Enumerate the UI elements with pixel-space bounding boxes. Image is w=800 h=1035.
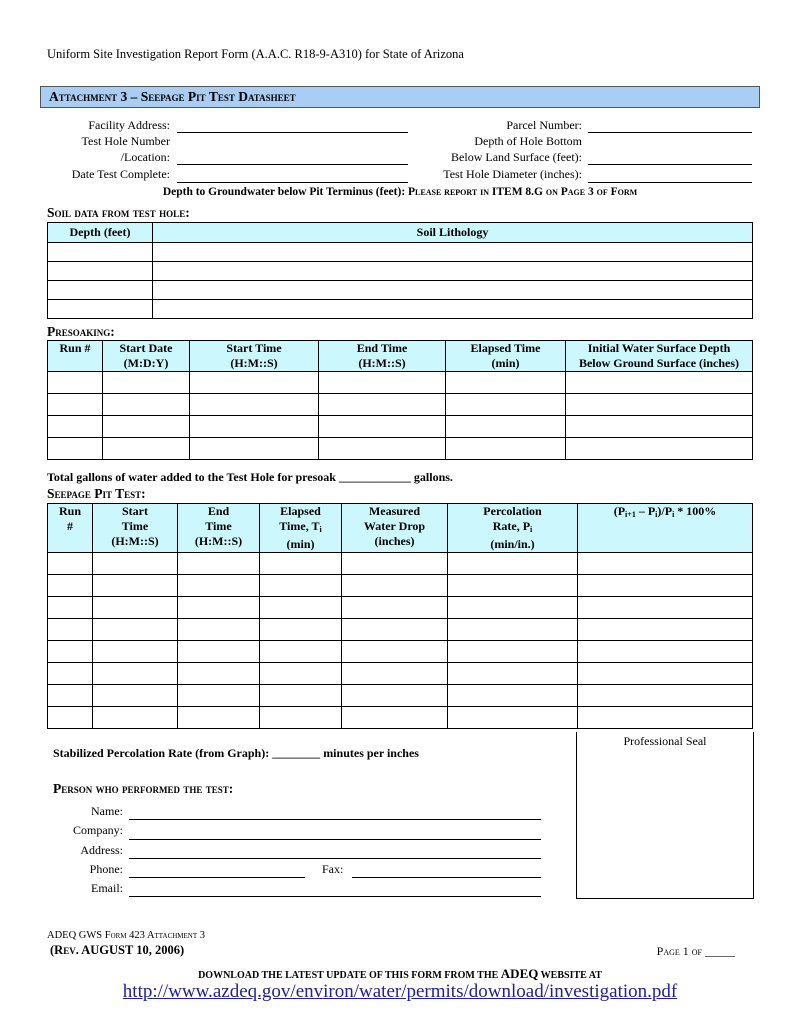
table-cell[interactable]: [566, 438, 753, 460]
presoak-column-header: [446, 341, 566, 372]
soil-header-row: [48, 223, 753, 243]
table-cell[interactable]: [260, 597, 342, 619]
address-field[interactable]: [129, 858, 541, 859]
presoak-gallons: Total gallons of water added to the Test Hole for presoak ____________ gallons.: [47, 470, 453, 484]
percent-change-header: [578, 504, 752, 522]
table-cell[interactable]: [319, 394, 446, 416]
header-line: [260, 504, 341, 519]
groundwater-note-text: Please report in: [408, 186, 492, 198]
table-row: [48, 575, 753, 597]
header-part: i+1: [625, 510, 636, 519]
header-text: Measured: [368, 504, 421, 518]
seepage-column-header: [260, 504, 342, 553]
table-cell[interactable]: [342, 707, 448, 729]
form-id: ADEQ GWS Form 423 Attachment 3: [47, 930, 206, 941]
download-note: [0, 966, 800, 982]
table-cell[interactable]: [48, 300, 153, 319]
page-number: Page 1 of _____: [656, 944, 735, 958]
revision-date: (Rev. AUGUST 10, 2006): [50, 943, 185, 957]
table-row: [48, 372, 753, 394]
table-cell[interactable]: [103, 416, 190, 438]
presoak-column-header: [566, 341, 753, 372]
facility-address-field[interactable]: [177, 132, 408, 133]
table-row: [48, 619, 753, 641]
table-cell[interactable]: [448, 597, 578, 619]
header-part: – P: [635, 504, 656, 518]
header-line: End Time: [356, 341, 408, 355]
table-cell[interactable]: [178, 575, 260, 597]
seepage-header-row: [48, 504, 753, 553]
table-cell[interactable]: [48, 575, 93, 597]
header-line: [448, 504, 577, 519]
table-cell[interactable]: [448, 663, 578, 685]
header-text: (min): [286, 537, 315, 551]
table-row: [48, 394, 753, 416]
table-cell[interactable]: [448, 553, 578, 575]
soil-table: [47, 222, 753, 319]
table-cell[interactable]: [178, 685, 260, 707]
seepage-column-header: [448, 504, 578, 553]
form-header: Uniform Site Investigation Report Form (A.A.C. R18-9-A310) for State of Arizona: [47, 47, 464, 61]
table-cell[interactable]: [93, 597, 178, 619]
table-cell[interactable]: [93, 575, 178, 597]
table-cell[interactable]: [260, 619, 342, 641]
table-cell[interactable]: [319, 416, 446, 438]
email-label: Email:: [91, 881, 123, 895]
header-line: Elapsed Time: [470, 341, 541, 355]
table-row: [48, 262, 753, 281]
header-part: i: [672, 510, 675, 519]
table-cell[interactable]: [178, 663, 260, 685]
table-cell[interactable]: [566, 394, 753, 416]
table-cell[interactable]: [578, 553, 753, 575]
table-row: [48, 553, 753, 575]
table-cell[interactable]: [260, 641, 342, 663]
table-cell[interactable]: [48, 243, 153, 262]
table-cell[interactable]: [48, 685, 93, 707]
header-text: #: [67, 519, 73, 533]
header-line: (H:M::S): [230, 356, 278, 370]
header-line: [93, 534, 177, 549]
table-cell[interactable]: [578, 619, 753, 641]
table-cell[interactable]: [319, 438, 446, 460]
subscript: i: [319, 525, 322, 534]
groundwater-note: [0, 186, 800, 198]
parcel-number-field[interactable]: [588, 132, 752, 133]
table-cell[interactable]: [48, 619, 93, 641]
depth-hole-label: Depth of Hole Bottom: [474, 134, 582, 148]
table-row: [48, 281, 753, 300]
table-cell[interactable]: [93, 553, 178, 575]
table-cell[interactable]: [578, 685, 753, 707]
header-line: Start Date: [119, 341, 173, 355]
title-bar: [40, 86, 760, 108]
table-row: [48, 641, 753, 663]
header-part: i: [655, 510, 658, 519]
table-cell[interactable]: [578, 575, 753, 597]
table-cell[interactable]: [342, 663, 448, 685]
table-cell[interactable]: [260, 575, 342, 597]
company-label: Company:: [73, 823, 123, 837]
header-line: [48, 519, 92, 534]
email-field[interactable]: [129, 896, 541, 897]
table-cell[interactable]: [190, 394, 319, 416]
header-text: Water Drop: [363, 519, 426, 533]
test-hole-label-2: /Location:: [120, 150, 170, 164]
header-text: Start: [122, 504, 148, 518]
table-cell[interactable]: [319, 372, 446, 394]
table-cell[interactable]: [448, 619, 578, 641]
header-part: (P: [613, 504, 626, 518]
table-cell[interactable]: [103, 372, 190, 394]
fax-field[interactable]: [352, 877, 541, 878]
header-line: (M:D:Y): [123, 356, 169, 370]
table-row: [48, 300, 753, 319]
subscript: i: [530, 525, 533, 534]
page-title: Attachment 3 – Seepage Pit Test Datasheet: [49, 89, 296, 104]
table-cell[interactable]: [93, 663, 178, 685]
groundwater-label: Depth to Groundwater below Pit Terminus (feet):: [162, 186, 409, 198]
header-line: [260, 519, 341, 537]
header-line: (min): [491, 356, 520, 370]
seepage-column-header: [578, 504, 753, 553]
table-cell[interactable]: [48, 663, 93, 685]
header-line: Start Time: [226, 341, 282, 355]
table-cell[interactable]: [260, 707, 342, 729]
table-cell[interactable]: [48, 438, 103, 460]
header-text: (min/in.): [490, 537, 535, 551]
table-cell[interactable]: [190, 416, 319, 438]
table-row: [48, 597, 753, 619]
seepage-column-header: [178, 504, 260, 553]
table-cell[interactable]: [153, 300, 753, 319]
table-cell[interactable]: [93, 641, 178, 663]
table-cell[interactable]: [578, 663, 753, 685]
download-link[interactable]: http://www.azdeq.gov/environ/water/permits/download/investigation.pdf: [122, 981, 678, 1002]
table-cell[interactable]: [153, 243, 753, 262]
header-text: Time: [205, 519, 232, 533]
address-label: Address:: [80, 843, 123, 857]
table-cell[interactable]: [342, 597, 448, 619]
header-line: [448, 519, 577, 537]
seepage-column-header: [342, 504, 448, 553]
header-text: Elapsed: [280, 504, 321, 518]
table-cell[interactable]: [93, 707, 178, 729]
professional-seal-box[interactable]: [576, 732, 754, 899]
depth-hole-label-2: Below Land Surface (feet):: [451, 150, 582, 164]
header-line: [178, 519, 259, 534]
table-cell[interactable]: [342, 553, 448, 575]
table-cell[interactable]: [190, 438, 319, 460]
presoak-table: [47, 340, 753, 460]
table-cell[interactable]: [48, 416, 103, 438]
name-label: Name:: [91, 804, 123, 818]
seal-label: Professional Seal: [623, 734, 707, 748]
date-test-label: Date Test Complete:: [71, 167, 170, 181]
header-line: [260, 537, 341, 552]
header-line: [342, 534, 447, 549]
test-hole-field[interactable]: [177, 164, 408, 165]
table-cell[interactable]: [446, 372, 566, 394]
table-cell[interactable]: [342, 575, 448, 597]
table-cell[interactable]: [48, 262, 153, 281]
header-text: (H:M::S): [194, 534, 243, 548]
table-cell[interactable]: [103, 394, 190, 416]
header-line: [448, 537, 577, 552]
table-cell[interactable]: [178, 641, 260, 663]
table-cell[interactable]: [448, 575, 578, 597]
name-field[interactable]: [129, 819, 541, 820]
adeq-text: ADEQ: [500, 966, 539, 981]
diameter-field[interactable]: [588, 182, 752, 183]
fax-label: Fax:: [322, 862, 344, 876]
date-test-field[interactable]: [177, 182, 408, 183]
seepage-column-header: [48, 504, 93, 553]
facility-address-label: Facility Address:: [88, 118, 170, 132]
table-cell[interactable]: [153, 262, 753, 281]
table-cell[interactable]: [93, 619, 178, 641]
presoak-heading: Presoaking:: [47, 324, 115, 339]
header-line: [93, 519, 177, 534]
depth-hole-field[interactable]: [588, 164, 752, 165]
test-hole-label: Test Hole Number: [81, 134, 170, 148]
header-part: )/P: [657, 504, 673, 518]
table-cell[interactable]: [342, 685, 448, 707]
groundwater-note-text-2: on Page 3 of Form: [543, 186, 638, 198]
header-line: [93, 504, 177, 519]
table-row: [48, 685, 753, 707]
header-line: [48, 504, 92, 519]
header-text: Rate, P: [492, 519, 531, 533]
header-line: Below Ground Surface (inches): [578, 356, 740, 370]
table-cell[interactable]: [260, 663, 342, 685]
table-cell[interactable]: [178, 619, 260, 641]
table-cell[interactable]: [48, 597, 93, 619]
table-cell[interactable]: [260, 685, 342, 707]
header-text: (inches): [374, 534, 415, 548]
presoak-column-header: [319, 341, 446, 372]
table-cell[interactable]: [48, 281, 153, 300]
header-line: Run #: [59, 341, 91, 355]
presoak-column-header: [103, 341, 190, 372]
table-cell[interactable]: [448, 707, 578, 729]
diameter-label: Test Hole Diameter (inches):: [443, 167, 582, 181]
table-row: [48, 663, 753, 685]
soil-column-header: Soil Lithology: [153, 223, 753, 243]
table-cell[interactable]: [153, 281, 753, 300]
header-text: End: [207, 504, 230, 518]
presoak-column-header: [48, 341, 103, 372]
table-cell[interactable]: [448, 685, 578, 707]
table-cell[interactable]: [48, 641, 93, 663]
download-text: DOWNLOAD THE LATEST UPDATE OF THIS FORM FROM THE: [198, 970, 501, 981]
table-cell[interactable]: [178, 553, 260, 575]
header-line: [178, 534, 259, 549]
stabilized-rate: Stabilized Percolation Rate (from Graph): ________ minutes per inches: [53, 746, 419, 760]
table-cell[interactable]: [48, 553, 93, 575]
table-cell[interactable]: [48, 707, 93, 729]
download-text-2: WEBSITE AT: [538, 970, 602, 981]
header-text: Run: [58, 504, 81, 518]
seepage-heading: Seepage Pit Test:: [47, 486, 146, 501]
table-cell[interactable]: [342, 619, 448, 641]
table-row: [48, 416, 753, 438]
table-cell[interactable]: [446, 394, 566, 416]
table-cell[interactable]: [48, 372, 103, 394]
header-line: [342, 519, 447, 534]
header-line: Initial Water Surface Depth: [587, 341, 731, 355]
table-cell[interactable]: [178, 707, 260, 729]
phone-field[interactable]: [129, 877, 305, 878]
table-cell[interactable]: [578, 597, 753, 619]
table-cell[interactable]: [190, 372, 319, 394]
header-line: [342, 504, 447, 519]
person-heading: Person who performed the test:: [53, 781, 234, 796]
table-cell[interactable]: [448, 641, 578, 663]
table-cell[interactable]: [93, 685, 178, 707]
table-cell[interactable]: [103, 438, 190, 460]
table-cell[interactable]: [578, 641, 753, 663]
parcel-number-label: Parcel Number:: [506, 118, 582, 132]
table-cell[interactable]: [48, 394, 103, 416]
table-cell[interactable]: [342, 641, 448, 663]
header-text: Time, T: [279, 519, 320, 533]
soil-column-header: Depth (feet): [48, 223, 153, 243]
header-part: * 100%: [674, 504, 717, 518]
table-cell[interactable]: [578, 707, 753, 729]
header-line: (H:M::S): [358, 356, 406, 370]
table-row: [48, 243, 753, 262]
company-field[interactable]: [129, 839, 541, 840]
presoak-column-header: [190, 341, 319, 372]
table-row: [48, 707, 753, 729]
soil-heading: Soil data from test hole:: [47, 205, 190, 220]
url-row: [0, 981, 800, 1003]
header-text: Percolation: [483, 504, 542, 518]
table-row: [48, 438, 753, 460]
phone-label: Phone:: [89, 862, 123, 876]
presoak-header-row: [48, 341, 753, 372]
table-cell[interactable]: [260, 553, 342, 575]
table-cell[interactable]: [446, 438, 566, 460]
table-cell[interactable]: [566, 372, 753, 394]
header-text: Time: [121, 519, 149, 533]
table-cell[interactable]: [566, 416, 753, 438]
groundwater-item: ITEM 8.G: [491, 186, 543, 198]
header-line: [178, 504, 259, 519]
table-cell[interactable]: [446, 416, 566, 438]
seepage-column-header: [93, 504, 178, 553]
header-text: (H:M::S): [111, 534, 159, 548]
table-cell[interactable]: [178, 597, 260, 619]
seepage-table: [47, 503, 753, 729]
